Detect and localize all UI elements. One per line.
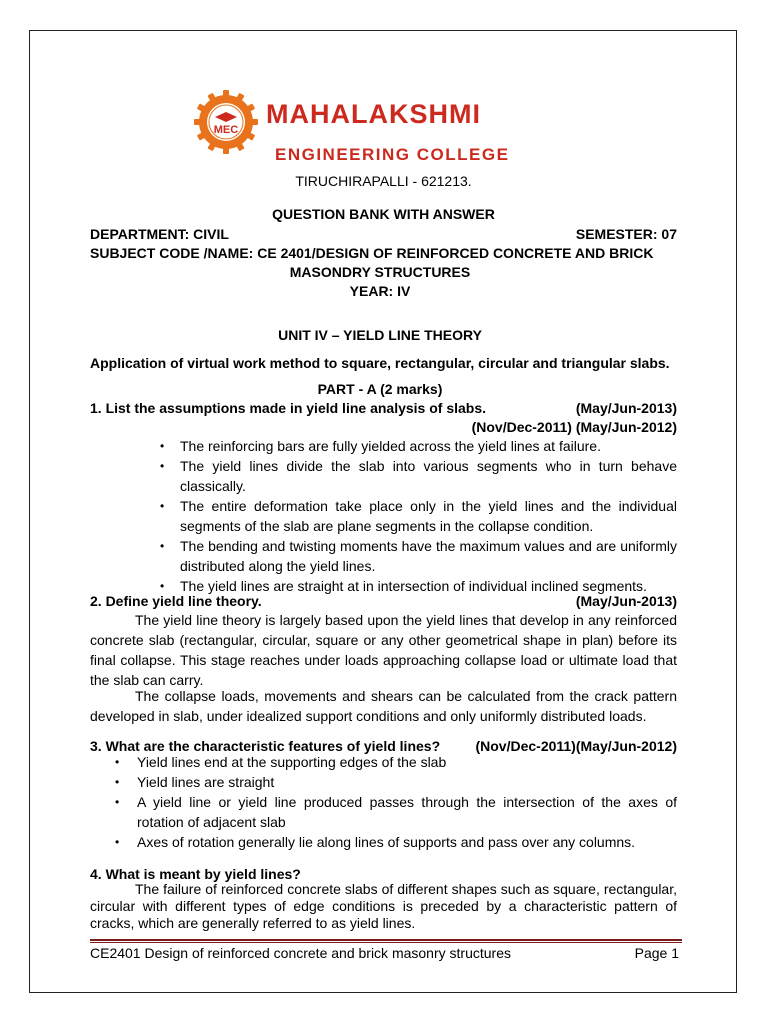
college-subtitle: ENGINEERING COLLEGE — [275, 145, 510, 164]
unit-title: UNIT IV – YIELD LINE THEORY — [278, 327, 482, 343]
question-1-ref-2: (Nov/Dec-2011) (May/Jun-2012) — [471, 419, 677, 435]
question-1-ref-1: (May/Jun-2013) — [575, 400, 677, 416]
list-item: • A yield line or yield line produced passes through the intersection of the axes of rotation of adjacent slab — [137, 792, 677, 832]
footer-course-title: CE2401 Design of reinforced concrete and brick masonry structures — [90, 945, 511, 961]
footer-rule-thin — [90, 942, 682, 943]
question-2-paragraph-2 — [90, 686, 677, 726]
list-item: • The yield lines divide the slab into various segments who in turn behave classically. — [180, 456, 677, 496]
college-location: TIRUCHIRAPALLI - 621213. — [295, 173, 472, 189]
question-4: 4. What is meant by yield lines? — [90, 866, 301, 882]
question-2: 2. Define yield line theory. — [90, 593, 262, 609]
year-label: YEAR: IV — [349, 283, 411, 299]
question-2-ref: (May/Jun-2013) — [575, 593, 677, 609]
question-2-row — [90, 593, 677, 609]
department-label: DEPARTMENT: CIVIL — [90, 226, 229, 242]
list-item: • Yield lines are straight — [137, 772, 677, 792]
unit-description: Application of virtual work method to square, rectangular, circular and triangular slabs. — [90, 355, 670, 371]
paragraph-text: The collapse loads, movements and shears can be calculated from the crack pattern developed in slab, under idealized support conditions and only uniformly distributed loads. — [90, 688, 677, 724]
question-1-answer-list — [180, 436, 677, 596]
college-logo-icon — [193, 89, 259, 155]
subject-line-1: SUBJECT CODE /NAME: CE 2401/DESIGN OF REINFORCED CONCRETE AND BRICK — [90, 245, 654, 261]
question-1: 1. List the assumptions made in yield line analysis of slabs. — [90, 400, 487, 416]
part-heading: PART - A (2 marks) — [317, 381, 443, 397]
question-2-paragraph-1 — [90, 610, 677, 690]
logo-text: MEC — [213, 124, 239, 136]
list-item: • Yield lines end at the supporting edges of the slab — [137, 752, 677, 772]
college-name: MAHALAKSHMI — [266, 99, 481, 129]
list-item: • The bending and twisting moments have the maximum values and are uniformly distributed along the yield lines. — [180, 536, 677, 576]
list-item: • Axes of rotation generally lie along lines of supports and pass over any columns. — [137, 832, 677, 852]
paragraph-text: The yield line theory is largely based upon the yield lines that develop in any reinforced concrete slab (rectangular, circular, square or any other geometrical shape in plan) before its final collapse. This stage reaches under loads approaching collapse load or ultimate load that the slab can carry. — [90, 612, 677, 688]
subject-line-2: MASONDRY STRUCTURES — [289, 264, 471, 280]
document-title: QUESTION BANK WITH ANSWER — [272, 206, 495, 222]
footer-rule — [90, 939, 682, 941]
semester-label: SEMESTER: 07 — [575, 226, 677, 242]
question-3-ref: (Nov/Dec-2011)(May/Jun-2012) — [475, 738, 677, 754]
paragraph-text: The failure of reinforced concrete slabs of different shapes such as square, rectangular, circular with different types of edge conditions is preceded by a characteristic pattern of cracks, which are generally referred to as yield lines. — [90, 881, 677, 931]
department-row — [90, 226, 677, 242]
list-item: • The entire deformation take place only in the yield lines and the individual segments of the slab are plane segments in the collapse condition. — [180, 496, 677, 536]
list-item: • The reinforcing bars are fully yielded across the yield lines at failure. — [180, 436, 677, 456]
page-number: Page 1 — [634, 945, 679, 961]
question-3: 3. What are the characteristic features of yield lines? — [90, 738, 441, 754]
question-1-row — [90, 400, 677, 416]
question-3-answer-list — [137, 752, 677, 852]
question-4-paragraph — [90, 881, 677, 932]
list-item: • The yield lines are straight at in intersection of individual inclined segments. — [180, 576, 677, 596]
